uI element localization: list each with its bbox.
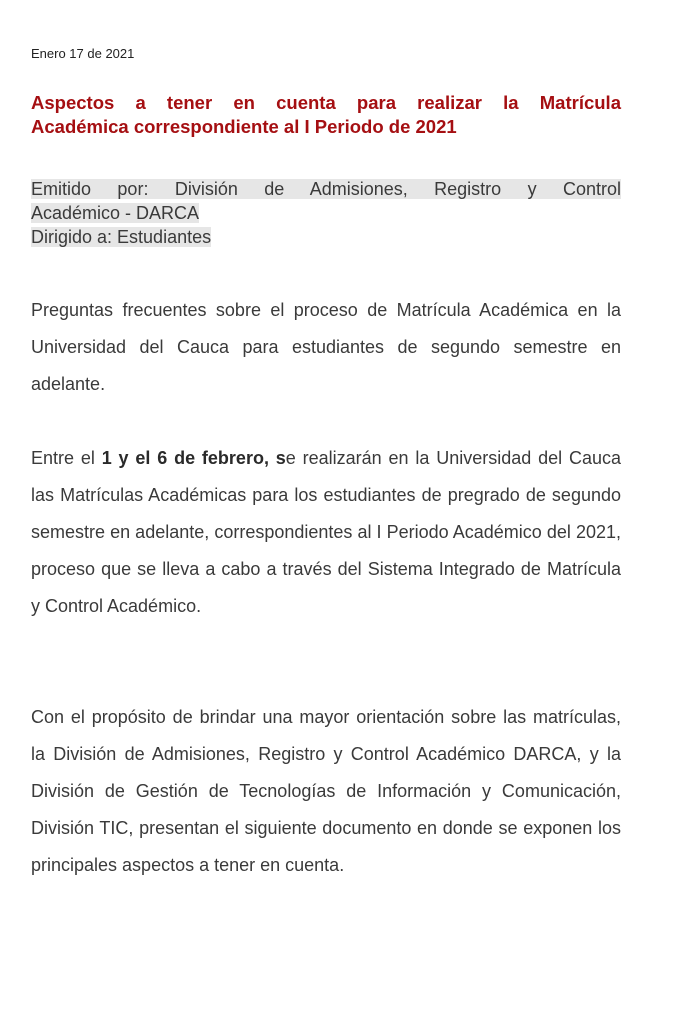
paragraph-purpose: Con el propósito de brindar una mayor orientación sobre las matrículas, la División de Admisiones, Registro y Control Académico DARCA, y la División de Gestión de Tecnologías de Información y Comunicación, División TIC, presentan el siguiente documento en donde se exponen los principales aspectos a tener en cuenta. bbox=[31, 707, 621, 875]
document-title bbox=[31, 91, 621, 139]
title-line-1: Aspectos a tener en cuenta para realizar la Matrícula bbox=[31, 92, 621, 113]
enrollment-dates-highlight: 1 y el 6 de febrero, s bbox=[101, 448, 286, 468]
addressed-to: Dirigido a: Estudiantes bbox=[31, 227, 212, 247]
issued-by-line-2: Académico - DARCA bbox=[31, 203, 200, 223]
issued-by-line-1: Emitido por: División de Admisiones, Registro y Control bbox=[31, 179, 621, 199]
title-line-2: Académica correspondiente al I Periodo de 2021 bbox=[31, 116, 457, 137]
paragraph-faq-intro: Preguntas frecuentes sobre el proceso de Matrícula Académica en la Universidad del Cauca para estudiantes de segundo semestre en adelante. bbox=[31, 300, 621, 394]
paragraph-enrollment-dates: Entre el 1 y el 6 de febrero, se realizarán en la Universidad del Cauca las Matrículas Académicas para los estudiantes de pregrado de segundo semestre en adelante, correspondientes al I Periodo Académico del 2021, proceso que se lleva a cabo a través del Sistema Integrado de Matrícula y Control Académico. bbox=[31, 448, 621, 616]
document-date: Enero 17 de 2021 bbox=[31, 46, 135, 61]
document-metadata bbox=[31, 177, 621, 249]
